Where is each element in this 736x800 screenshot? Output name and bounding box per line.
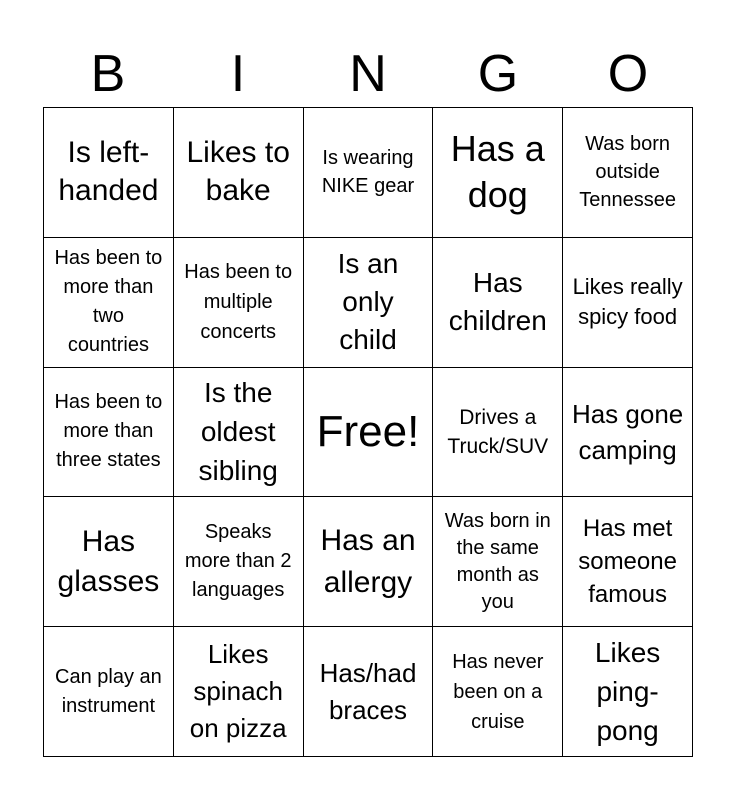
cell-text: Has been to multiple concerts	[184, 261, 293, 344]
cell-text: Has children	[448, 267, 547, 337]
cell-text: Is an only child	[337, 248, 399, 356]
header-letter-n: N	[349, 45, 387, 103]
bingo-cell[interactable]	[44, 497, 174, 627]
cell-text: Has/had braces	[319, 657, 417, 725]
cell-text: Has never been on a cruise	[452, 650, 544, 733]
header-letter-g: G	[477, 45, 519, 103]
bingo-cell[interactable]	[563, 368, 693, 498]
bingo-cell[interactable]	[433, 497, 563, 627]
cell-text: Free!	[316, 406, 420, 456]
cell-text: Has been to more than two countries	[54, 247, 163, 357]
header-letter-o: O	[607, 45, 649, 103]
bingo-cell[interactable]	[563, 108, 693, 238]
cell-text: Has met someone famous	[578, 515, 677, 609]
bingo-cell[interactable]	[304, 108, 434, 238]
cell-text: Was born in the same month as you	[444, 509, 551, 613]
bingo-cell[interactable]	[563, 497, 693, 627]
cell-text: Has an allergy	[320, 523, 416, 599]
header-letter-b: B	[90, 45, 126, 103]
bingo-cell[interactable]	[304, 627, 434, 757]
bingo-cell[interactable]	[174, 238, 304, 368]
header-letter-i: I	[230, 45, 246, 103]
bingo-header	[43, 42, 693, 106]
bingo-cell[interactable]	[433, 108, 563, 238]
bingo-cell[interactable]	[433, 627, 563, 757]
cell-text: Has been to more than three states	[54, 391, 163, 472]
bingo-cell[interactable]	[304, 238, 434, 368]
bingo-board	[43, 107, 693, 757]
bingo-cell[interactable]	[44, 108, 174, 238]
bingo-cell[interactable]	[44, 238, 174, 368]
cell-text: Likes to bake	[186, 136, 290, 208]
cell-text: Speaks more than 2 languages	[184, 521, 292, 602]
cell-text: Drives a Truck/SUV	[447, 405, 549, 458]
bingo-cell[interactable]	[44, 627, 174, 757]
bingo-cell[interactable]	[174, 368, 304, 498]
cell-text: Can play an instrument	[55, 665, 162, 717]
bingo-cell[interactable]	[174, 497, 304, 627]
bingo-cell[interactable]	[433, 238, 563, 368]
bingo-cell[interactable]	[44, 368, 174, 498]
cell-text: Has glasses	[57, 524, 160, 598]
cell-text: Has gone camping	[571, 398, 684, 465]
cell-text: Likes really spicy food	[572, 274, 683, 330]
cell-text: Is the oldest sibling	[198, 377, 278, 487]
bingo-cell[interactable]	[304, 368, 434, 498]
cell-text: Was born outside Tennessee	[579, 133, 676, 212]
bingo-cell[interactable]	[563, 238, 693, 368]
cell-text: Is wearing NIKE gear	[321, 147, 415, 198]
bingo-cell[interactable]	[174, 627, 304, 757]
bingo-cell[interactable]	[174, 108, 304, 238]
bingo-cell[interactable]	[433, 368, 563, 498]
cell-text: Likes ping-pong	[594, 637, 661, 747]
cell-text: Is left-handed	[58, 136, 159, 208]
cell-text: Has a dog	[450, 128, 545, 216]
cell-text: Likes spinach on pizza	[189, 639, 287, 744]
bingo-cell[interactable]	[304, 497, 434, 627]
bingo-cell[interactable]	[563, 627, 693, 757]
